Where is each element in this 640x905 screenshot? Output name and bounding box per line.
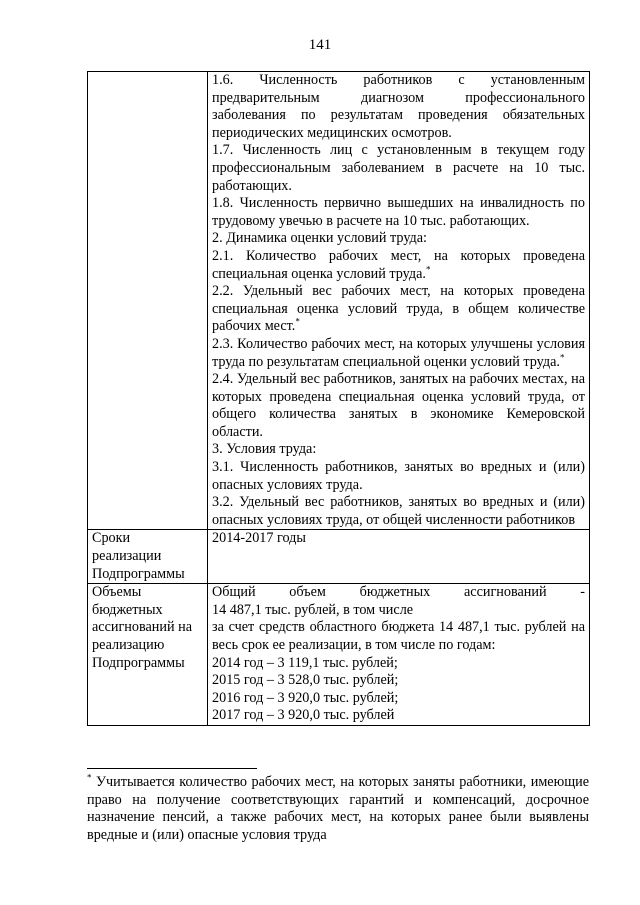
page-number: 141 — [308, 37, 332, 53]
table-row-indicators — [88, 72, 590, 530]
section-2-heading: 2. Динамика оценки условий труда: — [212, 230, 427, 247]
indicator-2-1: 2.1. Количество рабочих мест, на которых проведена специальная оценка условий труда.* — [212, 247, 585, 282]
indicator-3-1: 3.1. Численность работников, занятых во вредных и (или) опасных условиях труда. — [212, 459, 585, 493]
budget-total-amount: 14 487,1 тыс. рублей, в том числе — [212, 601, 414, 618]
footnote-divider — [87, 768, 257, 769]
budget-total-line: Общий объем бюджетных ассигнований - — [212, 584, 585, 601]
footnote-mark: * — [559, 351, 565, 362]
indicators-cell — [208, 72, 590, 530]
footnote-mark: * — [87, 772, 92, 783]
section-3-heading: 3. Условия труда: — [212, 441, 317, 458]
budget-regional-funds: за счет средств областного бюджета 14 487,1 тыс. рублей на весь срок ее реализации, в том числе по годам: — [212, 619, 585, 653]
terms-label: Сроки реализации Подпрограммы — [88, 530, 208, 584]
subprogram-passport-table — [87, 71, 590, 726]
table-row-terms — [88, 530, 590, 584]
budget-year-2015: 2015 год – 3 528,0 тыс. рублей; — [212, 672, 399, 689]
indicator-2-2: 2.2. Удельный вес рабочих мест, на которых проведена специальная оценка условий труда, в общем количестве рабочих мест.* — [212, 283, 585, 335]
indicator-1-6: 1.6. Численность работников с установленным предварительным диагнозом профессионального заболевания по результатам проведения обязательных периодических медицинских осмотров. — [212, 72, 585, 141]
budget-year-2016: 2016 год – 3 920,0 тыс. рублей; — [212, 689, 399, 706]
footnote-mark: * — [295, 316, 300, 327]
footnote — [87, 774, 589, 844]
indicator-2-4: 2.4. Удельный вес работников, занятых на рабочих местах, на которых проведена специальная оценка условий труда, от общего количества занятых в экономике Кемеровской области. — [212, 371, 585, 440]
indicator-1-8: 1.8. Численность первично вышедших на инвалидность по трудовому увечью в расчете на 10 тыс. работающих. — [212, 195, 585, 229]
indicator-3-2: 3.2. Удельный вес работников, занятых во вредных и (или) опасных условиях труда, от общей численности работников — [212, 494, 585, 528]
budget-year-2017: 2017 год – 3 920,0 тыс. рублей — [212, 707, 395, 724]
footnote-mark: * — [425, 263, 431, 274]
indicator-2-3: 2.3. Количество рабочих мест, на которых улучшены условия труда по результатам специальной оценки условий труда.* — [212, 335, 585, 370]
footnote-text: Учитывается количество рабочих мест, на которых заняты работники, имеющие право на получение соответствующих гарантий и компенсаций, досрочное назначение пенсий, а также рабочих мест, на которых ранее были выявлены вредные и (или) опасные условия труда — [87, 774, 590, 843]
budget-year-2014: 2014 год – 3 119,1 тыс. рублей; — [212, 654, 398, 671]
indicator-1-7: 1.7. Численность лиц с установленным в текущем году профессиональным заболеванием в расчете на 10 тыс. работающих. — [212, 142, 585, 194]
table-row-budget — [88, 584, 590, 726]
row-label-empty — [88, 72, 208, 530]
budget-cell — [208, 584, 590, 726]
terms-value: 2014-2017 годы — [208, 530, 590, 584]
budget-label: Объемы бюджетных ассигнований на реализацию Подпрограммы — [88, 584, 208, 726]
